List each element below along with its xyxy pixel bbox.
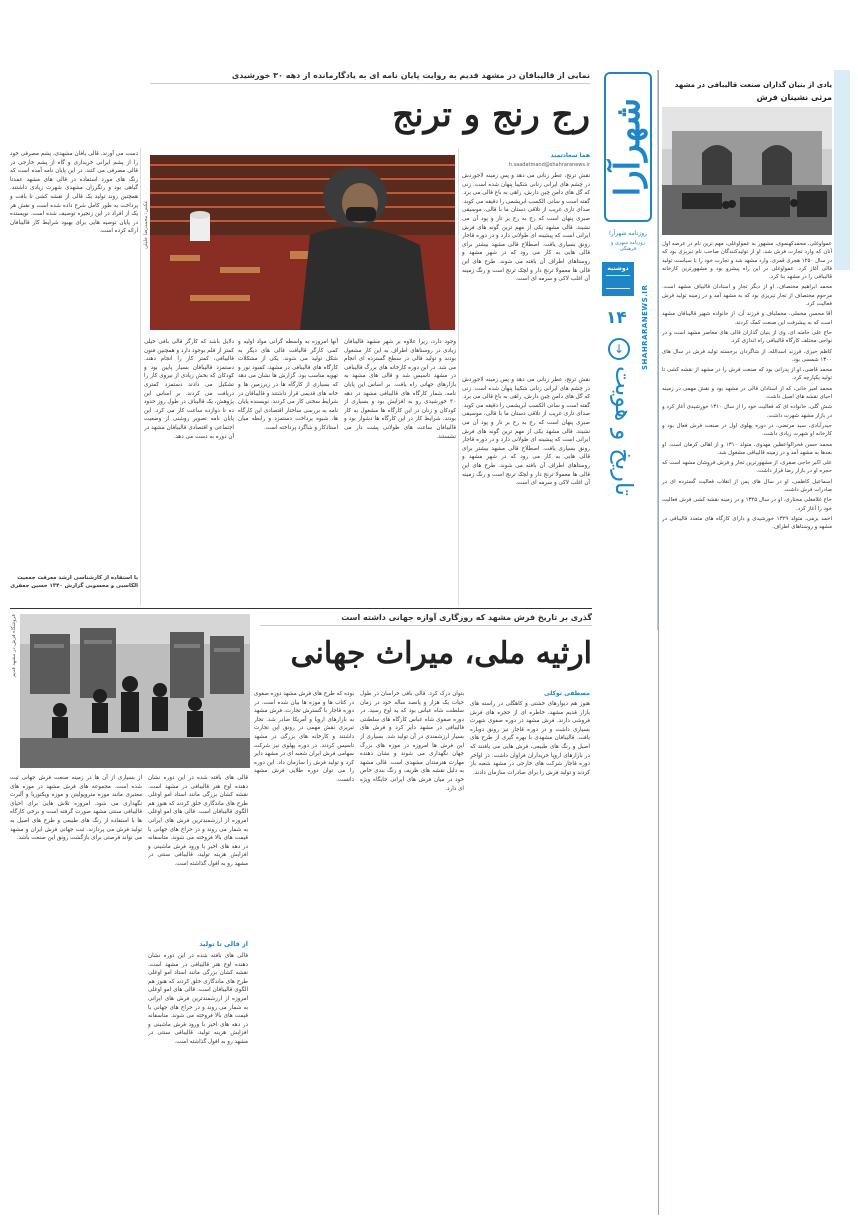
sidebar-head-title: یادی از بنیان گذاران صنعت قالیبافی در مشهد: [674, 81, 832, 89]
sidebar-entry: محمد امیر خانی، که از استادان قالی در مشهد بود و نقش مهمی در زمینه احیای نقشه های اصیل داشت.: [662, 385, 832, 401]
article1-kicker: نمایی از قالیبافان در مشهد قدیم به روایت پایان نامه ای به یادگارمانده از دهه ۳۰ خورشیدی: [150, 71, 590, 84]
article2-headline: ارثیه ملی، میراث جهانی: [290, 636, 592, 671]
sidebar-body: [662, 240, 832, 1215]
sidebar-entry: حاج علی خامنه ای، وی از بنیان گذاران قالی های معاصر مشهد است و در نواحی مختلف کارگاه قالیبافی راه اندازی کرد.: [662, 329, 832, 345]
article2-col5: از بسیاری از آن ها در زمینه صنعت فرش جهانی ثبت شده است. مجموعه های فرش مشهد در موزه های معتبری مانند موزه متروپولیتن و موزه ویکتوریا و آلبرت نگهداری می شود. امروزه تلاش هایی برای احیای قالیبافی سنتی مشهد صورت گرفته است و برخی کارگاه ها با استفاده از رنگ های طبیعی و طرح های اصیل به تولید فرش می پردازند. ثبت جهانی فرش ایران و مشهد می تواند فرصتی برای بازگشت رونق این صنعت باشد.: [10, 775, 142, 842]
article1-col5: دست می آورند. قالی بافان مشهدی، پشم مصرفی خود را از پشم ایرانی خریداری و گاه از پشم خارجی در قالی مصرفی می کنند. در این پایان نامه آمده است که رنگ های مورد استفاده در قالی های مشهد عمدتا گیاهی بود و رنگرزان مشهدی شهرت زیادی داشتند. همچنین روند تولید یک قالی از نقشه کشی تا بافت و پرداخت به طور کامل شرح داده شده است و نقش هر یک از افراد در این زنجیره توصیف شده است. نویسنده در پایان توصیه هایی برای بهبود شرایط کار قالیبافان ارائه کرده است.: [10, 151, 138, 235]
masthead-panel: [598, 70, 658, 630]
article1-photo-credit: عکس: محمدرضا خلیلی: [143, 200, 149, 249]
sidebar-entry: شش گلی، خانواده ای که فعالیت خود را از سال ۱۳۱۰ خورشیدی آغاز کرد و در بازار مشهد شهرت داشت.: [662, 404, 832, 419]
section-arrow-icon: ↓: [608, 338, 630, 360]
article1-email: h.saadatmand@shahraranews.ir: [508, 162, 590, 168]
column-rule: [458, 148, 459, 606]
article1-col3: آنها امروزه به واسطه گرانی مواد اولیه و کمی کارگر قالیافت قالی های دیگر به شکل تولید می شوند. یکی از مشکلات کارگاه های قالیبافی در مشهد، کمبود نور و تهویه مناسب بود. گزارش ها نشان می دهد که بسیاری از کارگاه ها در زیرزمین ها و خانه های قدیمی قرار داشتند و قالیبافان در شرایط سختی کار می کردند. نویسنده پایان نامه به بررسی ساختار اقتصادی این کارگاه ها، شیوه پرداخت دستمزد و رابطه میان استادکار و شاگرد پرداخته است.: [238, 339, 338, 431]
sidebar-entry: علی اکبر حاجی صفری، از مشهورترین تجار و فرش فروشان مشهد است که حجره او در بازار رضا قرار داشت.: [662, 460, 832, 475]
article1-headline: رج رنج و ترنج: [392, 95, 590, 135]
sidebar-entry: محمد حسن فخرالواعظین مهدوی، متولد ۱۳۱۰ و از اهالی کرمان است. او بعدها به مشهد آمد و در زمینه قالیبافی مشغول شد.: [662, 441, 832, 456]
tagline: روزنامه شهری و فرهنگی: [610, 240, 646, 252]
article2-col4b: قالی های بافته شده در این دوره نشان دهنده اوج هنر قالیبافی در مشهد است. نقشه کشان بزرگی مانند استاد امو اوغلی طرح های ماندگاری خلق کردند که هنوز هم الگوی قالیبافان است. قالی های امو اوغلی امروزه از ارزشمندترین فرش های ایرانی به شمار می روند و در حراج های جهانی با قیمت های بالا فروخته می شوند. متاسفانه در دهه های اخیر با ورود فرش ماشینی و افزایش هزینه تولید، قالیبافی سنتی در مشهد رو به افول گذاشته است.: [148, 953, 248, 1045]
sidebar-divider: [658, 70, 659, 1215]
article1-author: هما سعادتمند: [550, 152, 590, 159]
article2-kicker: گذری بر تاریخ فرش مشهد که روزگاری آوازه جهانی داشته است: [260, 613, 592, 626]
date-lines-icon: [606, 275, 630, 289]
masthead-title: شهرآرا: [608, 97, 648, 197]
sidebar-entry: محمد قاضی، او از پدرانی بود که صنعت فرش را در مشهد از نقشه کشی تا تولید یکپارچه کرد.: [662, 367, 832, 382]
article2-col2: بتوان درک کرد. قالی بافی خراسان در طول حیات یک هزار و پانصد ساله خود در زمان سلطنت شاه عباس بود که به اوج رسید. در دوره صفوی شاه عباس کارگاه های سلطنتی قالیبافی در مشهد دایر کرد و فرش های بسیار ارزشمندی در آن تولید شد. بسیاری از این فرش ها امروزه در موزه های بزرگ جهان نگهداری می شوند و نشان دهنده مهارت هنرمندان مشهدی است. قالی مشهد به دلیل نقشه های ظریف و رنگ بندی خاص خود در میان فرش های ایرانی جایگاه ویژه ای دارد.: [360, 691, 464, 792]
sidebar-entry: احمد بزمی، متولد ۱۳۲۹ خورشیدی و دارای کارگاه های متعدد قالیبافی در مشهد و روستاهای اطراف.: [662, 515, 832, 531]
sidebar-photo: [662, 107, 832, 235]
sidebar-entry: عمواوغلی، محمدکهنموی، مشهور به عمواوغلی، مهم ترین نام در عرصه اول آنان که وارد تجارت فرش شد. او از تولیدکنندگان صاحب نام تبریزی بود که در سال ۱۲۵۰ هجری قمری، وارد مشهد شد و تجارت خود را با سیاست تولید قالی آغاز کرد. عمواوغلی در این راه پیشرو بود و مشهورترین کارخانه قالیبافی را در مشهد بنا کرد.: [662, 241, 832, 281]
site-url: SHAHRARANEWS.IR: [641, 284, 649, 370]
article-divider: [10, 608, 592, 609]
sidebar-entry: حیدرآبادی، سید مرتضی، در دوره پهلوی اول در صنعت فرش فعال بود و کارخانه او شهرت زیادی داشت.: [662, 422, 832, 438]
article1-source: با استفاده از کارشناسی ارشد معرفت جمعیت الکاسبی و محسوبی گزارش ۱۳۴۰ حسین جعفری: [10, 575, 138, 589]
weekday: دوشنبه: [607, 265, 629, 272]
article2-col1: هنوز هم دیوارهای خشتی و کاهگلی در راسته های بازار قدیم مشهد، خاطره ای از حجره های فرش فروشی دارند. فرش مشهد در دوره صفوی شهرت بسیاری داشت و در دوره قاجار نیز رونق دوباره یافت. قالیبافان مشهدی با بهره گیری از طرح های اصیل و رنگ های طبیعی، فرش هایی می بافتند که در بازارهای اروپا خریداران فراوان داشت. در اواخر دوره قاجار شرکت های خارجی در مشهد شعبه باز کردند و تولید فرش را برای صادرات سازمان دادند.: [470, 701, 590, 776]
article1-col2: وجود دارد، زیرا علاوه بر شهر مشهد قالیبافان زیادی در روستاهای اطراف به این کار مشغول بودند و تولید قالی در سطح گسترده ای انجام می شد. در این دوره کارخانه های بزرگ قالیبافی در مشهد تاسیس شد و قالی های مشهد به بازارهای جهانی راه یافت. بر اساس این پایان نامه، شمار کارگاه های قالیبافی مشهد در دهه ۳۰ خورشیدی رو به افزایش بود و بسیاری از کودکان و زنان در این کارگاه ها مشغول به کار بودند. شرایط کار در این کارگاه ها دشوار بود و قالیبافان ساعت های طولانی پشت دار می نشستند.: [344, 339, 456, 440]
article2-photo: [20, 614, 250, 768]
article1-photo: [150, 155, 455, 330]
article2-subhead: از قالی تا تولید: [199, 940, 248, 948]
sidebar-entry: محمد ابراهیم مختصاف، او از دیگر تجار و استادان قالیباف مشهد است. مرحوم مختصاف از تجار تبریزی بود که به مشهد آمد و در زمینه تولید فرش فعالیت کرد.: [662, 284, 832, 308]
newspaper-name: روزنامه شهرآرا: [609, 230, 647, 237]
article2-col3: بوده که طرح های فرش مشهد دوره صفوی در کتاب ها و موزه ها بیان شده است. در دوره قاجار با گسترش تجارت، فرش مشهد به بازارهای اروپا و آمریکا صادر شد. تجار تبریزی نقش مهمی در رونق این تجارت داشتند و کارخانه های بزرگی در مشهد تاسیس کردند. در دوره پهلوی نیز شرکت سهامی فرش ایران شعبه ای در مشهد دایر کرد و تولید فرش را سازمان داد. این دوره را می توان دوره طلایی فرش مشهد دانست.: [254, 691, 354, 783]
article1-col2b: نقش ترنج، عطر زنانی می دهد و پس زمینه لاجوردش در چشم های ایرانی زنانی شکیبا پنهان شده است. زنی که گل های دامن چین دارش، راهی به باغ قالی می برد. گفته است و سانی الکسب ابریشمی را دقیقه می کوبد. صدای تاری غریب از تلاقی دستان ما با قالی، موسیقی صبری پنهان است که رج به رج بر تار و پود آن می نشیند. قالی مشهد یکی از مهم ترین گونه های فرش ایرانی است که پیشینه ای طولانی دارد و در دوره قاجار رونق بسیاری یافت. اصطلاح قالی مشهد بیشتر برای قالی هایی به کار می رود که در شهر مشهد و روستاهای اطراف آن بافته می شوند. طرح های این قالی ها معمولا ترنج دار و لچک ترنج است و رنگ زمینه آن اغلب لاکی و سرمه ای است.: [462, 377, 590, 487]
sidebar-entry: آقا محسن مخملی، مخملباف و فرزند آن، از خانواده شهیر قالیبافان مشهد است که به پیشرفت این صنعت کمک کردند.: [662, 311, 832, 326]
sidebar-entry: کاظم خیری، فرزند اسدالله، از شاگردان برجسته تولید فرش در سال های ۱۳۰۰ شمسی بود.: [662, 348, 832, 363]
column-rule: [140, 148, 141, 606]
sidebar-head-subtitle: مرثی نشینان فرش: [756, 93, 832, 102]
sidebar-entry: حاج غلامعلی مختاری، او در سال ۱۳۲۵ و در زمینه نقشه کشی فرش فعالیت خود را آغاز کرد.: [662, 497, 832, 512]
article2-photo-caption: فروشگاه فرش در مشهد قدیم: [11, 614, 17, 677]
article2-author: مصطفی توکلی: [544, 690, 590, 697]
sidebar-top-strip: [834, 70, 850, 270]
page-number: ۱۴: [606, 308, 627, 328]
article1-col1: نقش ترنج، عطر زنانی می دهد و پس زمینه لاجوردش در چشم های ایرانی زنانی شکیبا پنهان شده است. زنی که گل های دامن چین دارش، راهی به باغ قالی می برد. گفته است و سانی الکسب ابریشمی را دقیقه می کوبد. صدای تاری غریب از تلاقی دستان ما با قالی، موسیقی صبری پنهان است که رج به رج بر تار و پود آن می نشیند. قالی مشهد یکی از مهم ترین گونه های فرش ایرانی است که پیشینه ای طولانی دارد و در دوره قاجار رونق بسیاری یافت. اصطلاح قالی مشهد بیشتر برای قالی هایی به کار می رود که در شهر مشهد و روستاهای اطراف آن بافته می شوند. طرح های این قالی ها معمولا ترنج دار و لچک ترنج است و رنگ زمینه آن اغلب لاکی و سرمه ای است.: [462, 173, 590, 283]
masthead-logo: [604, 72, 652, 222]
sidebar-entry: اسماعیل کاظمی، او در سال های پس از انقلاب فعالیت گسترده ای در صادرات فرش داشت.: [662, 478, 832, 494]
section-label: تاریخ و هویت: [610, 366, 638, 496]
date-box: [602, 262, 634, 296]
article1-col4: دلایل باشد که کارگر قالی بافی خیلی کمتر از قلم بوجود دارد و همچنین فنون قالیبافی، کمتر کار را انجام دهند. دستمزد قالیبافان بسیار پایین بود و کودکان که بخش زیادی از نیروی کار را تشکیل می دادند دستمزد کمتری دریافت می کردند. بر اساس این پژوهش، یک قالیباف در طول روز حدود ده تا دوازده ساعت کار می کرد. این پایان نامه تصویر روشنی از وضعیت اجتماعی و اقتصادی قالیبافان مشهد در آن دوره به دست می دهد.: [144, 339, 234, 440]
article2-col4: قالی های بافته شده در این دوره نشان دهنده اوج هنر قالیبافی در مشهد است. نقشه کشان بزرگی مانند استاد امو اوغلی طرح های ماندگاری خلق کردند که هنوز هم الگوی قالیبافان است. قالی های امو اوغلی امروزه از ارزشمندترین فرش های ایرانی به شمار می روند و در حراج های جهانی با قیمت های بالا فروخته می شوند. متاسفانه در دهه های اخیر با ورود فرش ماشینی و افزایش هزینه تولید، قالیبافی سنتی در مشهد رو به افول گذاشته است.: [148, 775, 248, 867]
